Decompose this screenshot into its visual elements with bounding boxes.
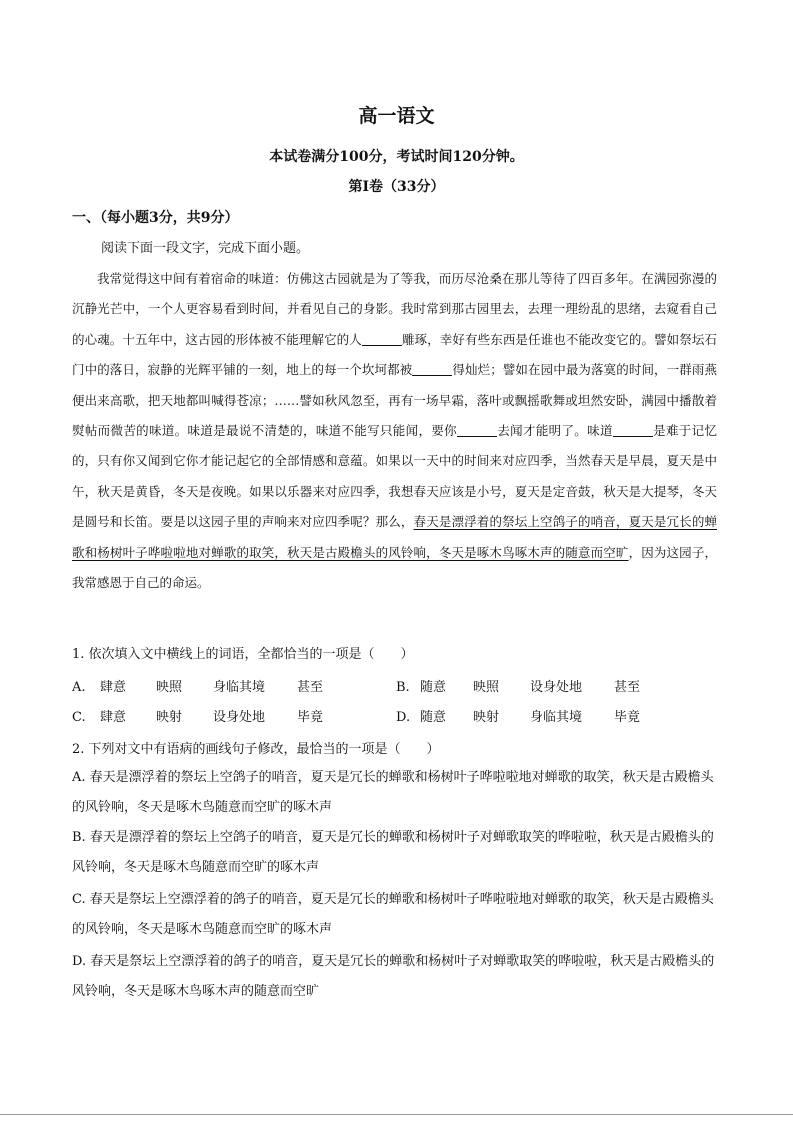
option-word: 映射 [156,710,183,725]
option-letter: A. [72,680,86,695]
option-word: 映照 [473,680,500,695]
q1-option-b[interactable] [396,676,640,695]
underlined-sentence: 春天是漂浮着的祭坛上空鸽子的哨音，夏天是冗长的蝉歌和杨树叶子哗啦啦地对蝉歌的取笑，秋天是古殿檐头的风铃响，冬天是啄木鸟啄木声的随意而空旷 [72,514,717,560]
option-word: 随意 [420,680,447,695]
page-title: 高一语文 [358,105,435,127]
blank-4 [613,424,653,438]
passage-text-5: 是难于记忆的，只有你又闻到它你才能记起它的全部情感和意蕴。如果以一天中的时间来对应四季，当然春天是早晨，夏天是中午，秋天是黄昏，冬天是夜晚。如果以乐器来对应四季，我想春天应该是小号，夏天是定音鼓，秋天是大提琴，冬天是圆号和长笛。要是以这园子里的声响来对应四季呢？那么， [72,423,717,530]
option-word: 甚至 [297,680,324,695]
blank-2 [412,363,452,377]
option-word: 映射 [473,710,500,725]
q2-option-a[interactable]: A. 春天是漂浮着的祭坛上空鸽子的哨音，夏天是冗长的蝉歌和杨树叶子哗啦啦地对蝉歌的取笑，秋天是古殿檐头的风铃响，冬天是啄木鸟随意而空旷的啄木声 [72,770,714,815]
q1-option-a[interactable] [72,676,323,695]
option-word: 身临其境 [530,710,583,725]
q2-option-c[interactable]: C. 春天是祭坛上空漂浮着的鸽子的哨音，夏天是冗长的蝉歌和杨树叶子哗啦啦地对蝉歌的取笑，秋天是古殿檐头的风铃响，冬天是啄木鸟随意而空旷的啄木声 [72,892,714,937]
volume-heading: 第Ⅰ卷（33分） [348,179,445,195]
option-letter: C. [72,710,86,725]
page-bottom-divider [0,1114,793,1115]
instruction: 阅读下面一段文字，完成下面小题。 [101,241,310,256]
q1-option-c[interactable] [72,706,323,725]
blank-3 [457,424,497,438]
option-word: 肆意 [100,710,127,725]
option-word: 映照 [156,680,183,695]
option-letter: B. [396,680,410,695]
option-word: 甚至 [614,680,641,695]
option-word: 设身处地 [213,710,266,725]
q2-option-b[interactable]: B. 春天是漂浮着的祭坛上空鸽子的哨音，夏天是冗长的蝉歌和杨树叶子对蝉歌取笑的哗啦啦，秋天是古殿檐头的风铃响，冬天是啄木鸟随意而空旷的啄木声 [72,830,714,875]
passage-text-3: 得灿烂；譬如在园中最为落寞的时间，一群雨燕便出来高歌，把天地都叫喊得苍凉；……譬如秋风忽至，再有一场早霜，落叶或飘摇歌舞或坦然安卧，满园中播散着熨帖而微苦的味道。味道是最说不清楚的，味道不能写只能闻，要你 [72,362,717,439]
option-word: 毕竟 [297,710,324,725]
passage-text-2: 雕琢，幸好有些东西是任谁也不能改变它的。譬如祭坛石门中的落日，寂静的光辉平铺的一刻，地上的每一个坎坷都被 [72,331,717,378]
option-word: 设身处地 [530,680,583,695]
passage-text-4: 去闻才能明了。味道 [496,423,613,439]
option-word: 身临其境 [213,680,266,695]
option-word: 随意 [420,710,447,725]
question-2-stem: 2. 下列对文中有语病的画线句子修改，最恰当的一项是（ ） [72,742,440,757]
option-word: 毕竟 [614,710,641,725]
option-letter: D. [396,710,411,725]
exam-info: 本试卷满分100分，考试时间120分钟。 [269,149,524,165]
blank-1 [362,332,402,346]
option-word: 肆意 [100,680,127,695]
q2-option-d[interactable]: D. 春天是祭坛上空漂浮着的鸽子的哨音，夏天是冗长的蝉歌和杨树叶子对蝉歌取笑的哗啦啦，秋天是古殿檐头的风铃响，冬天是啄木鸟啄木声的随意而空旷 [72,954,715,999]
q1-option-d[interactable] [396,706,640,725]
reading-passage [72,264,717,598]
passage-text-1: 我常觉得这中间有着宿命的味道：仿佛这古园就是为了等我，而历尽沧桑在那儿等待了四百多年。在满园弥漫的沉静光芒中，一个人更容易看到时间，并看见自己的身影。我时常到那古园里去，去理一理纷乱的思绪，去窥看自己的心魂。十五年中，这古园的形体被不能理解它的人 [72,271,717,347]
section-heading: 一、（每小题3分，共9分） [72,210,239,226]
question-1-stem: 1. 依次填入文中横线上的词语，全都恰当的一项是（ ） [72,647,414,662]
passage-text-6: ，因为这园子，我常感恩于自己的命运。 [72,544,717,591]
